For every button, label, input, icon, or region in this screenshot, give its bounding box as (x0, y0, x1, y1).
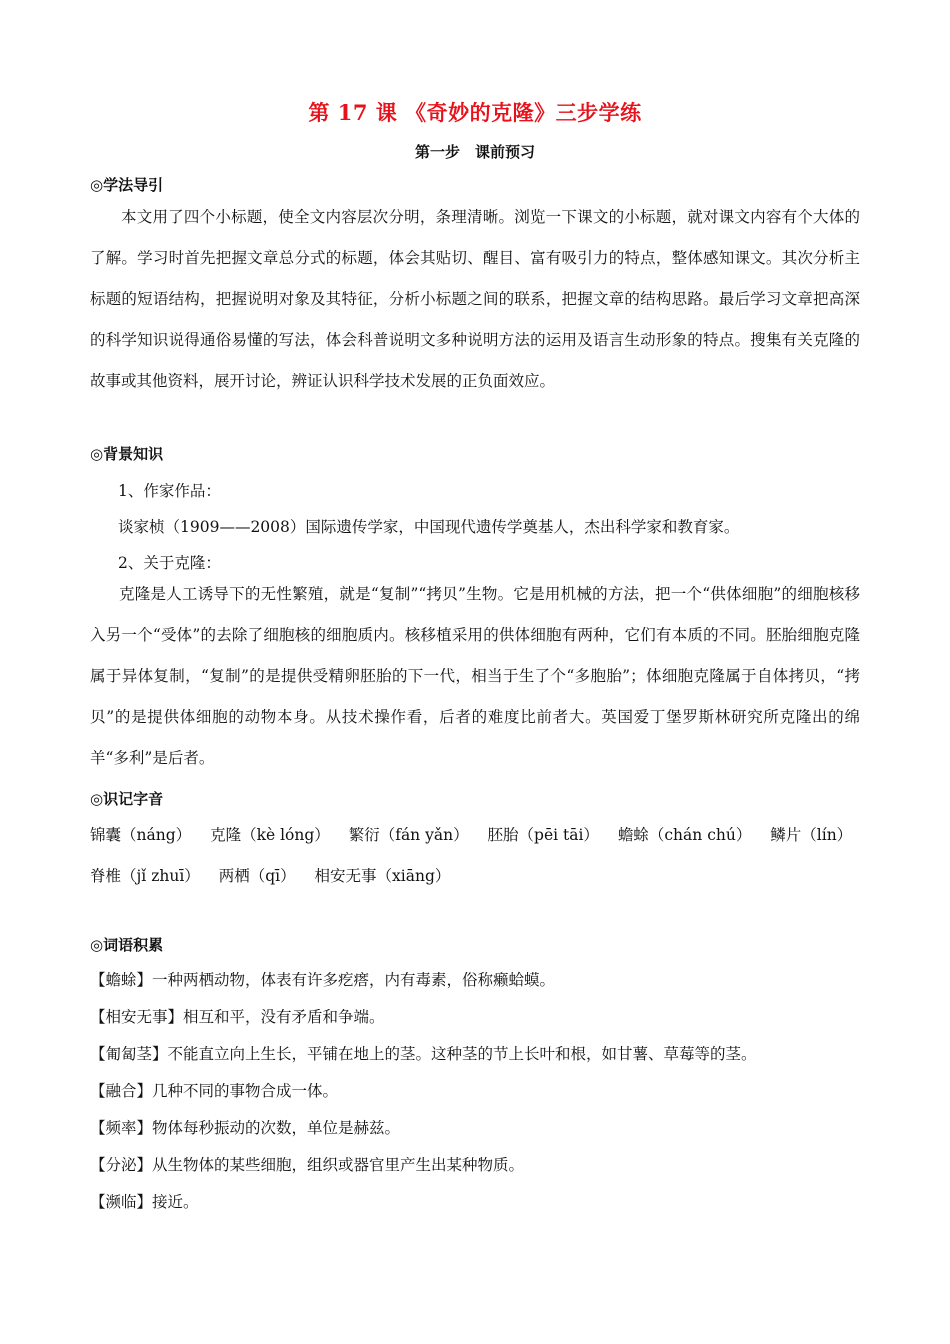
vocab-item: 【分泌】从生物体的某些细胞，组织或器官里产生出某种物质。 (90, 1156, 525, 1174)
page-title: 第 17 课 《奇妙的克隆》三步学练 (308, 100, 642, 125)
pinyin-item: 鳞片（lín） (770, 826, 853, 844)
section-heading-vocabulary: ◎词语积累 (90, 936, 164, 954)
pinyin-item: 蟾蜍（chán chú） (617, 826, 752, 844)
pronunciation-row-1 (90, 823, 870, 845)
background-item2-text: 克隆是人工诱导下的无性繁殖，就是“复制”“拷贝”生物。它是用机械的方法，把一个“供体细胞”的细胞核移入另一个“受体”的去除了细胞核的细胞质内。核移植采用的供体细胞有两种，它们有本质的不同。胚胎细胞克隆属于异体复制，“复制”的是提供受精卵胚胎的下一代，相当于生了个“多胞胎”；体细胞克隆属于自体拷贝，“拷贝”的是提供体细胞的动物本身。从技术操作看，后者的难度比前者大。英国爱丁堡罗斯林研究所克隆出的绵羊“多利”是后者。 (90, 585, 860, 767)
background-item1-text: 谈家桢（1909——2008）国际遗传学家，中国现代遗传学奠基人，杰出科学家和教育家。 (118, 518, 740, 536)
vocab-item: 【频率】物体每秒振动的次数，单位是赫兹。 (90, 1119, 401, 1137)
pinyin-item: 两栖（qī） (218, 867, 296, 885)
vocab-item: 【匍匐茎】不能直立向上生长，平铺在地上的茎。这种茎的节上长叶和根，如甘薯、草莓等的茎。 (90, 1045, 757, 1063)
vocab-item: 【融合】几种不同的事物合成一体。 (90, 1082, 339, 1100)
pinyin-item: 繁衍（fán yǎn） (348, 826, 469, 844)
pinyin-item: 胚胎（pēi tāi） (487, 826, 599, 844)
pinyin-item: 克隆（kè lóng） (210, 826, 330, 844)
background-item1-label: 1、作家作品： (118, 482, 221, 500)
vocab-item: 【蟾蜍】一种两栖动物，体表有许多疙瘩，内有毒素，俗称癞蛤蟆。 (90, 971, 556, 989)
background-item2-label: 2、关于克隆： (118, 554, 221, 572)
section-heading-background: ◎背景知识 (90, 445, 164, 463)
pinyin-item: 相安无事（xiāng） (314, 867, 451, 885)
step-heading: 第一步 课前预习 (414, 143, 535, 161)
vocab-item: 【相安无事】相互和平，没有矛盾和争端。 (90, 1008, 385, 1026)
pinyin-item: 脊椎（jǐ zhuī） (90, 867, 200, 885)
guide-paragraph: 本文用了四个小标题，使全文内容层次分明，条理清晰。浏览一下课文的小标题，就对课文内容有个大体的了解。学习时首先把握文章总分式的标题，体会其贴切、醒目、富有吸引力的特点，整体感知课文。其次分析主标题的短语结构，把握说明对象及其特征，分析小标题之间的联系，把握文章的结构思路。最后学习文章把高深的科学知识说得通俗易懂的写法，体会科普说明文多种说明方法的运用及语言生动形象的特点。搜集有关克隆的故事或其他资料，展开讨论，辨证认识科学技术发展的正负面效应。 (90, 208, 860, 390)
vocab-item: 【濒临】接近。 (90, 1193, 199, 1211)
pronunciation-row-2 (90, 864, 870, 886)
section-heading-guide: ◎学法导引 (90, 176, 164, 194)
section-heading-pronunciation: ◎识记字音 (90, 790, 164, 808)
pinyin-item: 锦囊（náng） (90, 826, 192, 844)
